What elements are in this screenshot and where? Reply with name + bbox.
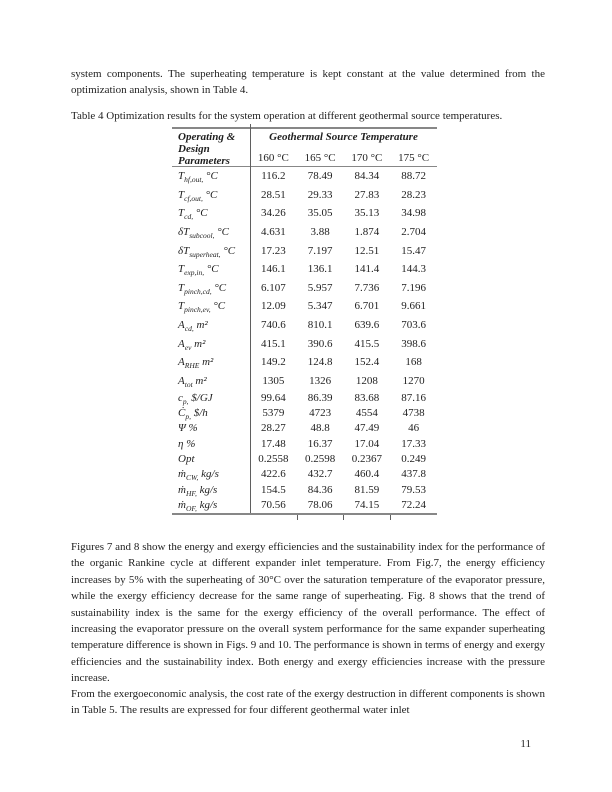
cell-value: 87.16 — [401, 391, 426, 404]
table-row — [172, 334, 437, 353]
cell-value: 99.64 — [261, 391, 286, 404]
row-label: $\delta T_{superheat,}$ °C — [178, 244, 236, 259]
cell-value: 70.56 — [261, 498, 286, 511]
table-corner-header: Operating & Design Parameters — [178, 131, 236, 167]
table-span-header: Geothermal Source Temperature — [269, 131, 418, 143]
cell-value: 398.6 — [401, 337, 426, 350]
cell-value: 124.8 — [307, 356, 333, 369]
cell-value: 34.26 — [261, 207, 286, 220]
cell-value: 390.6 — [307, 337, 333, 350]
cell-value: 2.704 — [401, 226, 426, 239]
table-row — [172, 497, 437, 512]
cell-value: 86.39 — [307, 391, 333, 404]
cell-value: 0.2598 — [305, 452, 336, 465]
cell-value: 144.3 — [401, 263, 426, 276]
cell-value: 415.1 — [261, 337, 286, 350]
cell-value: 7.197 — [307, 244, 333, 257]
cell-value: 1208 — [355, 374, 378, 387]
table-row — [172, 297, 437, 316]
table-row — [172, 482, 437, 497]
cell-value: 84.34 — [354, 170, 380, 183]
cell-value: 16.37 — [307, 437, 333, 450]
cell-value: 740.6 — [261, 319, 286, 332]
cell-value: 17.23 — [261, 244, 286, 257]
row-label: $\delta T_{subcool,}$ °C — [178, 226, 229, 241]
row-label: $T_{cd,}$ °C — [178, 207, 208, 222]
cell-value: 5.347 — [307, 300, 333, 313]
table-row — [172, 316, 437, 335]
row-label: $A_{tot}$ m² — [178, 374, 207, 390]
row-label: $A_{ev}$ m² — [178, 337, 206, 352]
row-label: $T_{pinch,ev,}$ °C — [178, 300, 226, 315]
table-header — [172, 129, 437, 167]
cell-value: 15.47 — [401, 244, 426, 257]
table-row — [172, 436, 437, 451]
cell-value: 35.13 — [354, 207, 380, 220]
table-row — [172, 353, 437, 372]
table-row — [172, 390, 437, 405]
cell-value: 17.48 — [261, 437, 286, 450]
cell-value: 136.1 — [307, 263, 333, 276]
cell-value: 78.49 — [307, 170, 333, 183]
cell-value: 1326 — [309, 374, 332, 387]
cell-value: 152.4 — [354, 356, 380, 369]
column-header: 175 °C — [398, 152, 430, 164]
cell-value: 79.53 — [401, 483, 426, 496]
row-label: $T_{exp,in,}$ °C — [178, 263, 219, 278]
cell-value: 422.6 — [261, 468, 286, 481]
cell-value: 48.8 — [310, 422, 330, 435]
table-row — [172, 405, 437, 420]
cell-value: 74.15 — [354, 498, 380, 511]
cell-value: 116.2 — [261, 170, 286, 183]
row-label: Opt — [178, 452, 195, 465]
cell-value: 4554 — [355, 407, 378, 420]
cell-value: 35.05 — [307, 207, 333, 220]
cell-value: 460.4 — [354, 468, 380, 481]
table-row — [172, 167, 437, 186]
cell-value: 0.2558 — [258, 452, 289, 465]
cell-value: 415.5 — [354, 337, 380, 350]
body-paragraph-1: system components. The superheating temperature is kept constant at the value determined from the optimization analysis, shown in Table 4. — [71, 68, 545, 97]
cell-value: 9.661 — [401, 300, 426, 313]
cell-value: 72.24 — [401, 498, 426, 511]
row-label: $T_{cf,out,}$ °C — [178, 188, 218, 204]
cell-value: 84.36 — [307, 483, 333, 496]
cell-value: 639.6 — [354, 319, 380, 332]
cell-value: 81.59 — [354, 483, 380, 496]
cell-value: 1305 — [262, 374, 285, 387]
body-paragraph-3: From the exergoeconomic analysis, the cost rate of the exergy destruction in different components is shown in Table 5. The results are expressed for four different geothermal water inlet — [71, 688, 545, 717]
table-header-right — [250, 129, 437, 166]
cell-value: 1.874 — [354, 226, 380, 239]
cell-value: 29.33 — [307, 188, 333, 201]
cell-value: 6.701 — [354, 300, 380, 313]
cell-value: 703.6 — [401, 319, 426, 332]
cell-value: 4738 — [402, 407, 425, 420]
row-label: $Ċ_{p,}$ $/h — [178, 407, 208, 422]
cell-value: 34.98 — [401, 207, 426, 220]
cell-value: 28.23 — [401, 188, 426, 201]
row-label: $A_{RHE}$ m² — [178, 356, 214, 371]
cell-value: 4723 — [309, 407, 332, 420]
column-header: 165 °C — [304, 152, 336, 164]
column-header: 160 °C — [257, 152, 289, 164]
cell-value: 0.2367 — [351, 452, 382, 465]
cell-value: 46 — [408, 422, 420, 435]
cell-value: 146.1 — [261, 263, 286, 276]
page-number: 11 — [520, 738, 531, 750]
cell-value: 28.27 — [261, 422, 286, 435]
row-label: $T_{pinch,cd,}$ °C — [178, 281, 227, 297]
cell-value: 810.1 — [307, 319, 333, 332]
cell-value: 4.631 — [261, 226, 286, 239]
row-label: ṁ$_{OF,}$ kg/s — [178, 498, 218, 514]
table-row — [172, 204, 437, 223]
row-label: Ψ % — [178, 422, 198, 435]
table-row — [172, 279, 437, 298]
row-label: $T_{hf,out,}$ °C — [178, 170, 218, 185]
row-label: η % — [178, 437, 196, 450]
table-row — [172, 421, 437, 436]
table-row — [172, 372, 437, 391]
cell-value: 437.8 — [401, 468, 426, 481]
table-row — [172, 241, 437, 260]
optimization-results-table — [172, 127, 437, 515]
cell-value: 28.51 — [261, 188, 286, 201]
body-paragraph-2: Figures 7 and 8 show the energy and exergy efficiencies and the sustainability index for the performance of the organic Rankine cycle at different expander inlet temperature. From Fig.7, the energy efficiency increases by 5% with the superheating of 30°C over the saturation temperature of the evaporator pressure, while the exergy efficiency decrease for the same range of superheating. Fig. 8 shows that the trend of sustainability index is the same for the exergy efficiency of the overall performance. The effect of increasing the evaporator pressure on the overall system performance for the same expander superheating temperature difference is shown in Figs. 9 and 10. The performance is shown in terms of energy and exergy efficiencies and the sustainability index. Both energy and exergy efficiencies increase with the pressure increase. — [71, 541, 545, 685]
table-row — [172, 223, 437, 242]
cell-value: 1270 — [402, 374, 425, 387]
column-header: 170 °C — [351, 152, 383, 164]
row-label: ṁ$_{CW,}$ kg/s — [178, 468, 219, 483]
table-row — [172, 467, 437, 482]
cell-value: 149.2 — [261, 356, 286, 369]
cell-value: 88.72 — [401, 170, 426, 183]
cell-value: 27.83 — [354, 188, 380, 201]
cell-value: 17.04 — [354, 437, 380, 450]
cell-value: 5.957 — [307, 281, 333, 294]
cell-value: 12.09 — [261, 300, 286, 313]
cell-value: 3.88 — [310, 226, 330, 239]
cell-value: 6.107 — [261, 281, 286, 294]
cell-value: 7.196 — [401, 281, 426, 294]
table-body — [172, 167, 437, 513]
cell-value: 78.06 — [307, 498, 333, 511]
cell-value: 5379 — [262, 407, 285, 420]
cell-value: 168 — [405, 356, 422, 369]
table-grid-tick — [390, 515, 391, 520]
table-row — [172, 186, 437, 205]
table-grid-tick — [343, 515, 344, 520]
row-label: $c_{p,}$ $/GJ — [178, 391, 213, 406]
cell-value: 12.51 — [354, 244, 380, 257]
cell-value: 141.4 — [354, 263, 380, 276]
table-row — [172, 260, 437, 279]
table-temp-headers — [250, 152, 437, 164]
row-label: ṁ$_{HF,}$ kg/s — [178, 483, 218, 498]
cell-value: 7.736 — [354, 281, 380, 294]
table-row — [172, 451, 437, 466]
cell-value: 154.5 — [261, 483, 286, 496]
cell-value: 17.33 — [401, 437, 426, 450]
cell-value: 47.49 — [354, 422, 380, 435]
table-caption: Table 4 Optimization results for the system operation at different geothermal source temperatures. — [71, 110, 503, 122]
table-column-divider — [250, 124, 251, 513]
cell-value: 0.249 — [401, 452, 426, 465]
cell-value: 83.68 — [354, 391, 380, 404]
table-grid-tick — [297, 515, 298, 520]
row-label: $A_{cd,}$ m² — [178, 319, 208, 334]
cell-value: 432.7 — [307, 468, 333, 481]
